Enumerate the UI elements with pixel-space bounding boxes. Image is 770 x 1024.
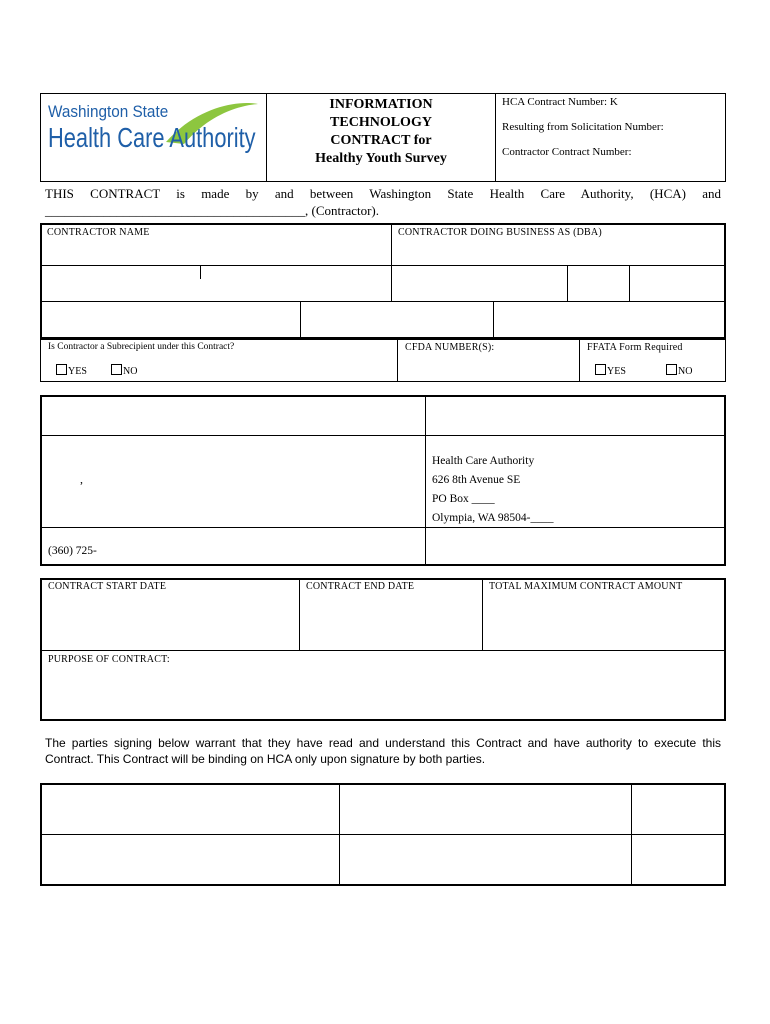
signature-row-line xyxy=(41,834,725,835)
address-row-line-2 xyxy=(41,527,725,528)
hca-contract-number: HCA Contract Number: K xyxy=(502,96,618,108)
address-left-comma: , xyxy=(80,472,83,486)
subrecipient-col-line-2 xyxy=(579,339,580,382)
hca-address xyxy=(432,452,554,528)
cfda-label: CFDA NUMBER(S): xyxy=(405,342,495,353)
ffata-label: FFATA Form Required xyxy=(587,342,683,353)
logo-line1: Washington State xyxy=(48,102,169,121)
address-table xyxy=(40,395,726,566)
intro-text-1: THIS CONTRACT is made by and between Washington State Health Care Authority, (HCA) and xyxy=(45,186,721,201)
subrecipient-col-line-1 xyxy=(397,339,398,382)
terms-col-line-2 xyxy=(482,579,483,650)
contractor-col-line-4 xyxy=(300,301,301,338)
address-col-line xyxy=(425,396,426,565)
solicitation-number: Resulting from Solicitation Number: xyxy=(502,121,664,133)
address-row-line-1 xyxy=(41,435,725,436)
contractor-info-table xyxy=(40,223,726,339)
purpose-label: PURPOSE OF CONTRACT: xyxy=(48,654,170,665)
start-date-label: CONTRACT START DATE xyxy=(48,581,167,592)
subrecipient-no-label: NO xyxy=(123,366,138,377)
end-date-label: CONTRACT END DATE xyxy=(306,581,415,592)
signature-col-line-1 xyxy=(339,784,340,885)
subrecipient-no[interactable] xyxy=(111,364,137,377)
contractor-contract-number: Contractor Contract Number: xyxy=(502,146,632,158)
title-line-4: Healthy Youth Survey xyxy=(315,151,447,166)
contractor-col-line-3 xyxy=(629,265,630,301)
ffata-yes-label: YES xyxy=(607,366,626,377)
signing-statement: The parties signing below warrant that they have read and understand this Contract and have authority to execute this Contract. This Contract will be binding on HCA only upon signature by both parties. xyxy=(45,736,721,766)
ffata-no[interactable] xyxy=(666,364,692,377)
contractor-phone: (360) 725- xyxy=(48,545,97,557)
hca-street: 626 8th Avenue SE xyxy=(432,474,521,486)
intro-line-2: ________________________________________, (Contractor). xyxy=(45,203,380,218)
signature-col-line-2 xyxy=(631,784,632,885)
ffata-yes[interactable] xyxy=(595,364,626,377)
intro-line-1 xyxy=(45,186,721,202)
max-amount-label: TOTAL MAXIMUM CONTRACT AMOUNT xyxy=(489,581,683,592)
ffata-no-label: NO xyxy=(678,366,693,377)
title-line-3: CONTRACT for xyxy=(330,133,432,148)
subrecipient-yes-label: YES xyxy=(68,366,87,377)
contractor-dba-label: CONTRACTOR DOING BUSINESS AS (DBA) xyxy=(398,227,602,238)
logo-line2: Health Care Authority xyxy=(48,122,256,153)
title-line-2: TECHNOLOGY xyxy=(330,115,432,130)
subrecipient-yes[interactable] xyxy=(56,364,87,377)
hca-name: Health Care Authority xyxy=(432,455,535,467)
title-line-1: INFORMATION xyxy=(329,97,433,112)
contractor-tick xyxy=(200,265,201,279)
hca-logo xyxy=(46,100,262,176)
terms-col-line-1 xyxy=(299,579,300,650)
ffata-no-checkbox[interactable] xyxy=(666,364,677,375)
terms-row-line xyxy=(41,650,725,651)
subrecipient-question: Is Contractor a Subrecipient under this Contract? xyxy=(48,342,235,352)
header-divider-2 xyxy=(495,93,496,182)
subrecipient-no-checkbox[interactable] xyxy=(111,364,122,375)
contract-title xyxy=(267,96,495,168)
contractor-name-label: CONTRACTOR NAME xyxy=(47,227,150,238)
contractor-row-line-1 xyxy=(41,265,725,266)
contractor-row-line-2 xyxy=(41,301,725,302)
subrecipient-yes-checkbox[interactable] xyxy=(56,364,67,375)
hca-city: Olympia, WA 98504-____ xyxy=(432,512,554,524)
contractor-col-line-1 xyxy=(391,224,392,301)
hca-pobox: PO Box ____ xyxy=(432,493,495,505)
contractor-col-line-5 xyxy=(493,301,494,338)
ffata-yes-checkbox[interactable] xyxy=(595,364,606,375)
contractor-col-line-2 xyxy=(567,265,568,301)
